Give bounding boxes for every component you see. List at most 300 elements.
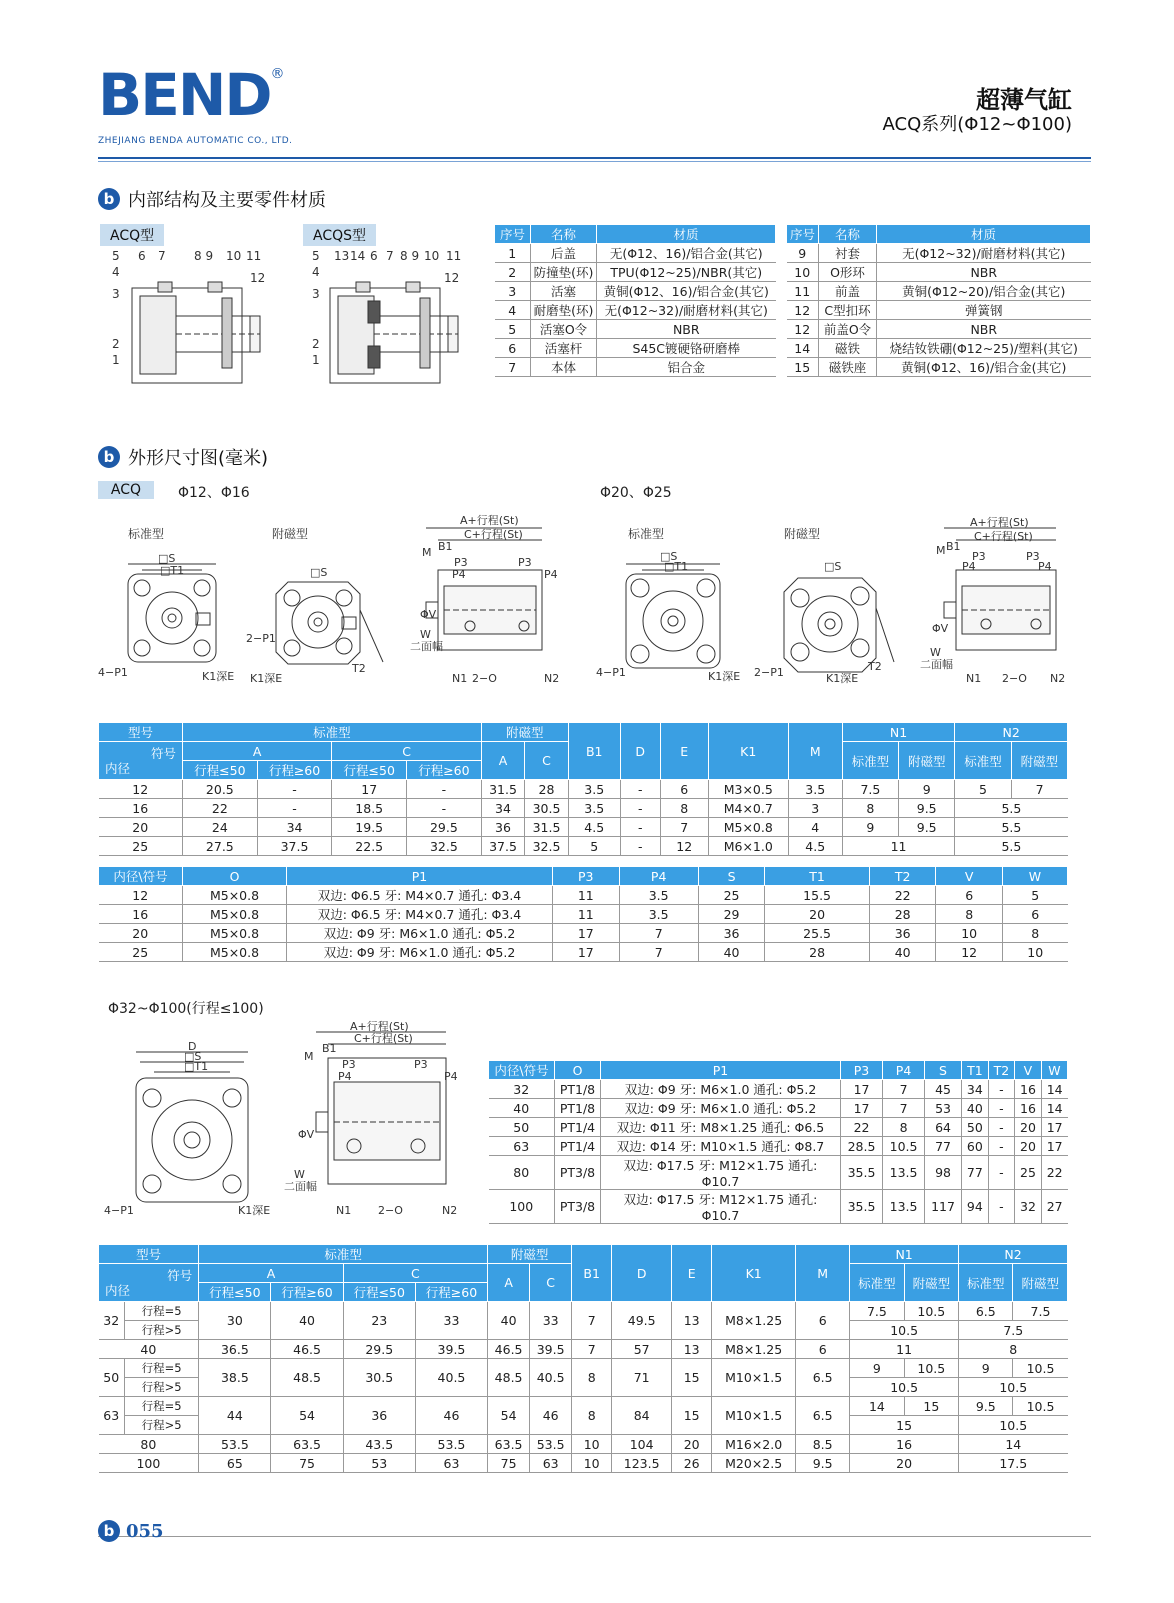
cell: 80 xyxy=(99,1435,199,1454)
cell: - xyxy=(257,780,332,799)
table-row xyxy=(787,282,1091,301)
cell: 40 xyxy=(489,1099,555,1118)
th-B1: B1 xyxy=(572,1245,612,1302)
cell: 3 xyxy=(495,282,531,301)
th-N1: N1 xyxy=(842,723,955,742)
cell: - xyxy=(620,780,660,799)
page-number: 055 xyxy=(126,1520,164,1542)
th: S xyxy=(925,1061,962,1080)
section-structure-title: b 内部结构及主要零件材质 xyxy=(98,186,326,212)
cell: 耐磨垫(环) xyxy=(531,301,597,320)
table-row xyxy=(495,358,776,377)
cell: M20×2.5 xyxy=(712,1454,796,1473)
svg-text:5: 5 xyxy=(112,249,120,263)
th: S xyxy=(698,867,765,886)
parts-table-left xyxy=(494,224,776,377)
brand-b-icon: b xyxy=(98,446,120,468)
cell: 36 xyxy=(698,924,765,943)
svg-text:D: D xyxy=(188,1040,197,1053)
th-n1-mag: 附磁型 xyxy=(904,1264,958,1302)
svg-text:P3: P3 xyxy=(1026,550,1040,563)
cell: 14 xyxy=(1041,1080,1067,1099)
acq-tag: ACQ xyxy=(98,481,154,499)
cell: 双边: Φ9 牙: M6×1.0 通孔: Φ5.2 xyxy=(287,924,553,943)
th-std: 标准型 xyxy=(199,1245,488,1264)
table-row xyxy=(99,943,1068,962)
cell: 25 xyxy=(99,943,183,962)
cell: 双边: Φ14 牙: M10×1.5 通孔: Φ8.7 xyxy=(601,1137,841,1156)
cell: 71 xyxy=(612,1359,672,1397)
cell: 16 xyxy=(99,799,183,818)
svg-text:8 9: 8 9 xyxy=(194,249,214,263)
th: P3 xyxy=(553,867,620,886)
cell: 8.5 xyxy=(796,1435,850,1454)
cell: M8×1.25 xyxy=(712,1340,796,1359)
cell: 29 xyxy=(698,905,765,924)
cell: 17.5 xyxy=(959,1454,1068,1473)
mag-type-label: 附磁型 xyxy=(784,527,821,541)
cell: 黄铜(Φ12~20)/铝合金(其它) xyxy=(877,282,1091,301)
dimension-table-32-100 xyxy=(488,1060,1068,1224)
th-A: A xyxy=(199,1264,343,1283)
cell: - xyxy=(620,799,660,818)
size-group-20-25: Φ20、Φ25 xyxy=(600,485,672,501)
cell: 33 xyxy=(415,1302,487,1340)
cell: 16 xyxy=(1015,1099,1042,1118)
cell: 5.5 xyxy=(955,837,1068,856)
svg-text:ΦV: ΦV xyxy=(932,622,949,635)
svg-text:P3: P3 xyxy=(972,550,986,563)
cell: 行程>5 xyxy=(125,1378,199,1397)
cell: M5×0.8 xyxy=(183,943,287,962)
cell: 行程=5 xyxy=(125,1302,199,1321)
cell: 32.5 xyxy=(407,837,482,856)
cell: 11 xyxy=(553,886,620,905)
cell: 10.5 xyxy=(850,1378,959,1397)
col-material: 材质 xyxy=(877,225,1091,244)
cell: M4×0.7 xyxy=(708,799,788,818)
svg-text:□T1: □T1 xyxy=(664,560,689,573)
svg-text:□S: □S xyxy=(824,560,842,573)
table-row xyxy=(787,244,1091,263)
cell: 无(Φ12、16)/铝合金(其它) xyxy=(597,244,776,263)
logo-text: BEND xyxy=(98,61,271,129)
cell: 7.5 xyxy=(850,1302,904,1321)
svg-text:N2: N2 xyxy=(442,1204,458,1217)
cell: M5×0.8 xyxy=(183,886,287,905)
svg-text:10: 10 xyxy=(424,249,440,263)
cell: 6 xyxy=(660,780,708,799)
cell: 22 xyxy=(841,1118,883,1137)
cell: 9.5 xyxy=(899,818,955,837)
th-B1: B1 xyxy=(568,723,620,780)
cell: M8×1.25 xyxy=(712,1302,796,1340)
header-divider xyxy=(98,157,1091,159)
th: P1 xyxy=(601,1061,841,1080)
cell: 6.5 xyxy=(959,1302,1013,1321)
cell: 37.5 xyxy=(481,837,525,856)
th: T1 xyxy=(765,867,870,886)
th: V xyxy=(936,867,1003,886)
cell: 双边: Φ17.5 牙: M12×1.75 通孔: Φ10.7 xyxy=(601,1156,841,1190)
cell: 双边: Φ9 牙: M6×1.0 通孔: Φ5.2 xyxy=(601,1080,841,1099)
cell: 100 xyxy=(489,1190,555,1224)
svg-text:P4: P4 xyxy=(338,1070,352,1083)
cell: 7 xyxy=(572,1302,612,1340)
std-type-label: 标准型 xyxy=(628,527,665,541)
table-row xyxy=(489,1156,1068,1190)
svg-text:N1: N1 xyxy=(336,1204,352,1217)
svg-text:□T1: □T1 xyxy=(184,1060,209,1073)
cell: 3.5 xyxy=(788,780,842,799)
cell: 10.5 xyxy=(904,1359,958,1378)
cell: 40 xyxy=(698,943,765,962)
th: P3 xyxy=(841,1061,883,1080)
svg-text:C+行程(St): C+行程(St) xyxy=(974,530,1033,543)
cell: 10 xyxy=(572,1454,612,1473)
cell: 17 xyxy=(1041,1118,1067,1137)
th: W xyxy=(1041,1061,1067,1080)
th-ge60: 行程≥60 xyxy=(271,1283,343,1302)
cell: 34 xyxy=(961,1080,988,1099)
th-mag-A: A xyxy=(488,1264,530,1302)
cell: 10.5 xyxy=(904,1302,958,1321)
cell: 57 xyxy=(612,1340,672,1359)
cell: 28.5 xyxy=(841,1137,883,1156)
cell: 32.5 xyxy=(525,837,569,856)
cell: 50 xyxy=(99,1359,125,1397)
table-row xyxy=(489,1099,1068,1118)
svg-text:□S: □S xyxy=(184,1050,202,1063)
th-model: 型号 xyxy=(99,1245,199,1264)
cell: 23 xyxy=(343,1302,415,1340)
table-row xyxy=(99,837,1068,856)
cell: 5.5 xyxy=(955,818,1068,837)
table-row xyxy=(787,339,1091,358)
cell: 7 xyxy=(619,943,698,962)
svg-text:K1深E: K1深E xyxy=(238,1204,271,1217)
cell: 29.5 xyxy=(343,1340,415,1359)
svg-text:T2: T2 xyxy=(352,662,366,675)
svg-text:K1深E: K1深E xyxy=(826,672,859,685)
cell: 防撞垫(环) xyxy=(531,263,597,282)
std-type-label: 标准型 xyxy=(128,527,165,541)
table-row xyxy=(99,799,1068,818)
cell: 37.5 xyxy=(257,837,332,856)
svg-text:B1: B1 xyxy=(946,540,961,553)
cell: 后盖 xyxy=(531,244,597,263)
cell: 20 xyxy=(850,1454,959,1473)
cell: 10.5 xyxy=(883,1137,925,1156)
cell: 27 xyxy=(1041,1190,1067,1224)
svg-text:14: 14 xyxy=(350,249,366,263)
cell: NBR xyxy=(597,320,776,339)
th: 内径\符号 xyxy=(489,1061,555,1080)
cell: 50 xyxy=(961,1118,988,1137)
cell: 9.5 xyxy=(899,799,955,818)
cell: 11 xyxy=(842,837,955,856)
cell: 6.5 xyxy=(796,1397,850,1435)
th-n2-std: 标准型 xyxy=(955,742,1011,780)
svg-text:3: 3 xyxy=(112,287,120,301)
svg-text:4−P1: 4−P1 xyxy=(104,1204,134,1217)
cell: 6 xyxy=(796,1340,850,1359)
size-group-32-100: Φ32~Φ100(行程≤100) xyxy=(108,1001,264,1017)
cell: 无(Φ12~32)/耐磨材料(其它) xyxy=(877,244,1091,263)
cell: 25 xyxy=(1015,1156,1042,1190)
cell: 30.5 xyxy=(525,799,569,818)
svg-text:8 9: 8 9 xyxy=(400,249,420,263)
cell: 19.5 xyxy=(332,818,407,837)
cell: 9 xyxy=(850,1359,904,1378)
cell: PT3/8 xyxy=(555,1156,601,1190)
cell: C型扣环 xyxy=(819,301,877,320)
cell: 10 xyxy=(1002,943,1067,962)
cell: 29.5 xyxy=(407,818,482,837)
cell: 4.5 xyxy=(568,818,620,837)
svg-text:10: 10 xyxy=(226,249,242,263)
cell: 16 xyxy=(99,905,183,924)
cell: 46 xyxy=(530,1397,572,1435)
cell: 行程>5 xyxy=(125,1321,199,1340)
svg-text:4−P1: 4−P1 xyxy=(596,666,626,679)
col-no: 序号 xyxy=(495,225,531,244)
table-row xyxy=(495,339,776,358)
table-row xyxy=(99,1340,1068,1359)
cell: - xyxy=(407,780,482,799)
cell: 22 xyxy=(1041,1156,1067,1190)
cell: 17 xyxy=(553,943,620,962)
cell: 48.5 xyxy=(488,1359,530,1397)
svg-text:2: 2 xyxy=(312,337,320,351)
cell: 77 xyxy=(925,1137,962,1156)
cell: - xyxy=(988,1080,1014,1099)
svg-text:W: W xyxy=(930,646,941,659)
cell: 12 xyxy=(787,320,819,339)
cell: 14 xyxy=(850,1397,904,1416)
th-K1: K1 xyxy=(708,723,788,780)
table-row xyxy=(99,924,1068,943)
th-n2-mag: 附磁型 xyxy=(1013,1264,1068,1302)
cell: 7 xyxy=(495,358,531,377)
cell: 7 xyxy=(660,818,708,837)
cell: 前盖 xyxy=(819,282,877,301)
svg-text:W: W xyxy=(294,1168,305,1181)
cell: 9 xyxy=(899,780,955,799)
cell: 53.5 xyxy=(530,1435,572,1454)
th: T1 xyxy=(961,1061,988,1080)
cell: 3 xyxy=(788,799,842,818)
cell: 117 xyxy=(925,1190,962,1224)
cell: 22 xyxy=(183,799,258,818)
company-name: ZHEJIANG BENDA AUTOMATIC CO., LTD. xyxy=(98,136,293,146)
cell: 53.5 xyxy=(199,1435,271,1454)
cell: 63.5 xyxy=(271,1435,343,1454)
svg-text:2−O: 2−O xyxy=(378,1204,403,1217)
cell: 弹簧钢 xyxy=(877,301,1091,320)
svg-text:1: 1 xyxy=(312,353,320,367)
cell: 63 xyxy=(530,1454,572,1473)
svg-text:ΦV: ΦV xyxy=(420,608,437,621)
cell: 40 xyxy=(961,1099,988,1118)
cell: 39.5 xyxy=(415,1340,487,1359)
cell: 16 xyxy=(1015,1080,1042,1099)
page-subtitle: ACQ系列(Φ12~Φ100) xyxy=(882,114,1072,135)
th-A: A xyxy=(183,742,332,761)
cell: 100 xyxy=(99,1454,199,1473)
cell: 12 xyxy=(660,837,708,856)
th-ge60: 行程≥60 xyxy=(415,1283,487,1302)
cell: 40.5 xyxy=(415,1359,487,1397)
cell: 20 xyxy=(765,905,870,924)
svg-text:N2: N2 xyxy=(1050,672,1066,685)
cell: 123.5 xyxy=(612,1454,672,1473)
cell: 烧结钕铁硼(Φ12~25)/塑料(其它) xyxy=(877,339,1091,358)
cell: 53 xyxy=(925,1099,962,1118)
table-row xyxy=(495,282,776,301)
cell: 36.5 xyxy=(199,1340,271,1359)
cell: 7.5 xyxy=(842,780,898,799)
cell: 64 xyxy=(925,1118,962,1137)
table-row xyxy=(787,263,1091,282)
cell: - xyxy=(988,1156,1014,1190)
cell: 7 xyxy=(1011,780,1067,799)
cell: 10 xyxy=(572,1435,612,1454)
cell: 9 xyxy=(787,244,819,263)
cell: 94 xyxy=(961,1190,988,1224)
th-n2-mag: 附磁型 xyxy=(1011,742,1067,780)
cell: 48.5 xyxy=(271,1359,343,1397)
cell: 1 xyxy=(495,244,531,263)
cell: 10.5 xyxy=(850,1321,959,1340)
svg-text:1: 1 xyxy=(112,353,120,367)
cell: - xyxy=(988,1137,1014,1156)
cell: 17 xyxy=(841,1080,883,1099)
cell: 8 xyxy=(883,1118,925,1137)
svg-text:12: 12 xyxy=(250,271,266,285)
svg-text:□S: □S xyxy=(660,550,678,563)
cell: 45 xyxy=(925,1080,962,1099)
cell: 9.5 xyxy=(959,1397,1013,1416)
cell: 46 xyxy=(415,1397,487,1435)
cell: 14 xyxy=(1041,1099,1067,1118)
svg-text:A+行程(St): A+行程(St) xyxy=(350,1020,409,1033)
cell: 15 xyxy=(850,1416,959,1435)
th-le50: 行程≤50 xyxy=(332,761,407,780)
cell: 8 xyxy=(660,799,708,818)
svg-text:2−O: 2−O xyxy=(1002,672,1027,685)
table-row xyxy=(495,244,776,263)
th-symbol-bore: 符号 内径 xyxy=(99,742,183,780)
th-C: C xyxy=(343,1264,487,1283)
cell: 双边: Φ11 牙: M8×1.25 通孔: Φ6.5 xyxy=(601,1118,841,1137)
table-row xyxy=(99,886,1068,905)
cell: 6 xyxy=(1002,905,1067,924)
svg-text:K1深E: K1深E xyxy=(202,670,235,683)
cell: 35.5 xyxy=(841,1156,883,1190)
cell: 行程=5 xyxy=(125,1359,199,1378)
cell: PT3/8 xyxy=(555,1190,601,1224)
th-mag-C: C xyxy=(525,742,569,780)
cell: 32 xyxy=(1015,1190,1042,1224)
dimension-drawings-large xyxy=(98,1018,478,1228)
cell: 17 xyxy=(553,924,620,943)
mag-type-label: 附磁型 xyxy=(272,527,309,541)
cell: 11 xyxy=(787,282,819,301)
cell: 黄铜(Φ12、16)/铝合金(其它) xyxy=(877,358,1091,377)
svg-text:B1: B1 xyxy=(438,540,453,553)
cell: 3.5 xyxy=(619,905,698,924)
svg-text:4−P1: 4−P1 xyxy=(98,666,128,679)
cell: 黄铜(Φ12、16)/铝合金(其它) xyxy=(597,282,776,301)
th-ge60: 行程≥60 xyxy=(257,761,332,780)
cell: 40.5 xyxy=(530,1359,572,1397)
svg-text:二面幅: 二面幅 xyxy=(920,658,953,671)
cell: 20 xyxy=(99,924,183,943)
th-mag: 附磁型 xyxy=(488,1245,572,1264)
cell: 53.5 xyxy=(415,1435,487,1454)
cell: - xyxy=(620,818,660,837)
cell: 14 xyxy=(959,1435,1068,1454)
brand-logo xyxy=(98,61,358,136)
cell: 53 xyxy=(343,1454,415,1473)
cell: 60 xyxy=(961,1137,988,1156)
cell: 34 xyxy=(481,799,525,818)
cell: 40 xyxy=(99,1340,199,1359)
svg-text:W: W xyxy=(420,628,431,641)
cell: 双边: Φ6.5 牙: M4×0.7 通孔: Φ3.4 xyxy=(287,886,553,905)
th: T2 xyxy=(869,867,936,886)
cell: 15 xyxy=(672,1359,712,1397)
th: T2 xyxy=(988,1061,1014,1080)
th-N1: N1 xyxy=(850,1245,959,1264)
cell: PT1/8 xyxy=(555,1099,601,1118)
cell: 9 xyxy=(842,818,898,837)
cell: M16×2.0 xyxy=(712,1435,796,1454)
cell: 65 xyxy=(199,1454,271,1473)
cell: 6.5 xyxy=(796,1359,850,1397)
cell: 6 xyxy=(936,886,1003,905)
table-row xyxy=(99,1302,1068,1321)
cell: M10×1.5 xyxy=(712,1397,796,1435)
cell: 活塞 xyxy=(531,282,597,301)
cell: 39.5 xyxy=(530,1340,572,1359)
section-dimensions-title: b 外形尺寸图(毫米) xyxy=(98,444,268,470)
cell: 30.5 xyxy=(343,1359,415,1397)
dimension-table-12-25 xyxy=(98,722,1068,856)
cell: 11 xyxy=(850,1340,959,1359)
svg-text:二面幅: 二面幅 xyxy=(410,640,443,653)
svg-text:11: 11 xyxy=(446,249,462,263)
cell: 6 xyxy=(796,1302,850,1340)
table-row xyxy=(99,1435,1068,1454)
cell: 10.5 xyxy=(1013,1359,1068,1378)
cell: 43.5 xyxy=(343,1435,415,1454)
cell: - xyxy=(988,1099,1014,1118)
cell: 10.5 xyxy=(959,1378,1068,1397)
th-mag-A: A xyxy=(481,742,525,780)
cell: 28 xyxy=(525,780,569,799)
cell: 17 xyxy=(1041,1137,1067,1156)
svg-text:N2: N2 xyxy=(544,672,560,685)
table-row xyxy=(489,1118,1068,1137)
cell: 11 xyxy=(553,905,620,924)
cell: 7.5 xyxy=(959,1321,1068,1340)
internal-structure-drawings xyxy=(100,246,490,396)
cell: M6×1.0 xyxy=(708,837,788,856)
cell: 25.5 xyxy=(765,924,870,943)
cell: 5.5 xyxy=(955,799,1068,818)
